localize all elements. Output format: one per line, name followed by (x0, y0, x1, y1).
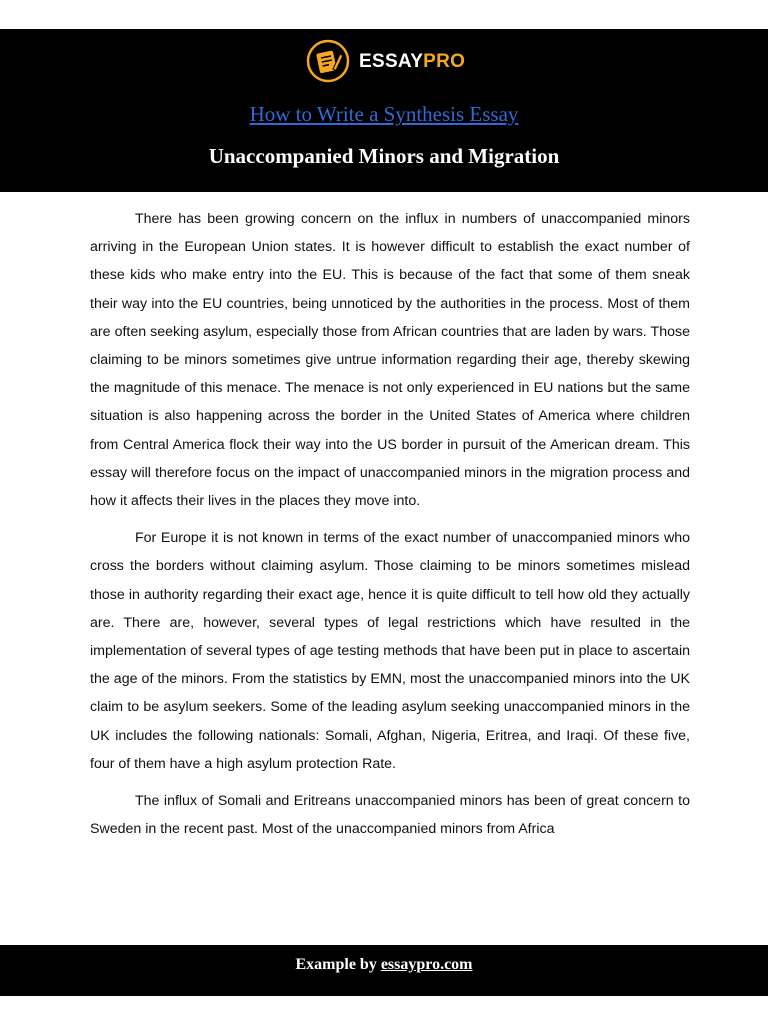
essaypro-logo[interactable] (306, 39, 465, 83)
pencil-note-icon (306, 39, 350, 83)
essay-body (90, 205, 690, 852)
paragraph-2: For Europe it is not known in terms of the exact number of unaccompanied minors who cross the borders without claiming asylum. Those claiming to be minors sometimes mislead those in authority regarding their exact age, hence it is quite difficult to tell how old they actually are. There are, however, several types of legal restrictions which have resulted in the implementation of several types of age testing methods that have been put in place to ascertain the age of the minors. From the statistics by EMN, most the unaccompanied minors into the UK claim to be asylum seekers. Some of the leading asylum seeking unaccompanied minors in the UK includes the following nationals: Somali, Afghan, Nigeria, Eritrea, and Iraqi. Of these five, four of them have a high asylum protection Rate. (90, 530, 690, 772)
header-banner (0, 29, 768, 192)
paragraph-3: The influx of Somali and Eritreans unaccompanied minors has been of great concern to Sweden in the recent past. Most of the unaccompanied minors from Africa (90, 793, 690, 838)
brand-name-pro: PRO (423, 50, 466, 72)
brand-name (359, 52, 465, 71)
footer-banner (0, 945, 768, 996)
paragraph-1: There has been growing concern on the influx in numbers of unaccompanied minors arriving in the European Union states. It is however difficult to establish the exact number of these kids who make entry into the EU. This is because of the fact that some of them sneak their way into the EU countries, being unnoticed by the authorities in the process. Most of them are often seeking asylum, especially those from African countries that are laden by wars. Those claiming to be minors sometimes give untrue information regarding their age, thereby skewing the magnitude of this menace. The menace is not only experienced in EU nations but the same situation is also happening across the border in the United States of America where children from Central America flock their way into the US border in pursuit of the American dream. This essay will therefore focus on the impact of unaccompanied minors in the migration process and how it affects their lives in the places they move into. (90, 211, 690, 510)
synthesis-essay-link[interactable]: How to Write a Synthesis Essay (249, 102, 519, 126)
brand-name-essay: ESSAY (359, 50, 424, 72)
footer-prefix: Example by (295, 956, 381, 973)
essay-title: Unaccompanied Minors and Migration (208, 144, 560, 168)
essaypro-footer-link[interactable]: essaypro.com (380, 956, 473, 973)
